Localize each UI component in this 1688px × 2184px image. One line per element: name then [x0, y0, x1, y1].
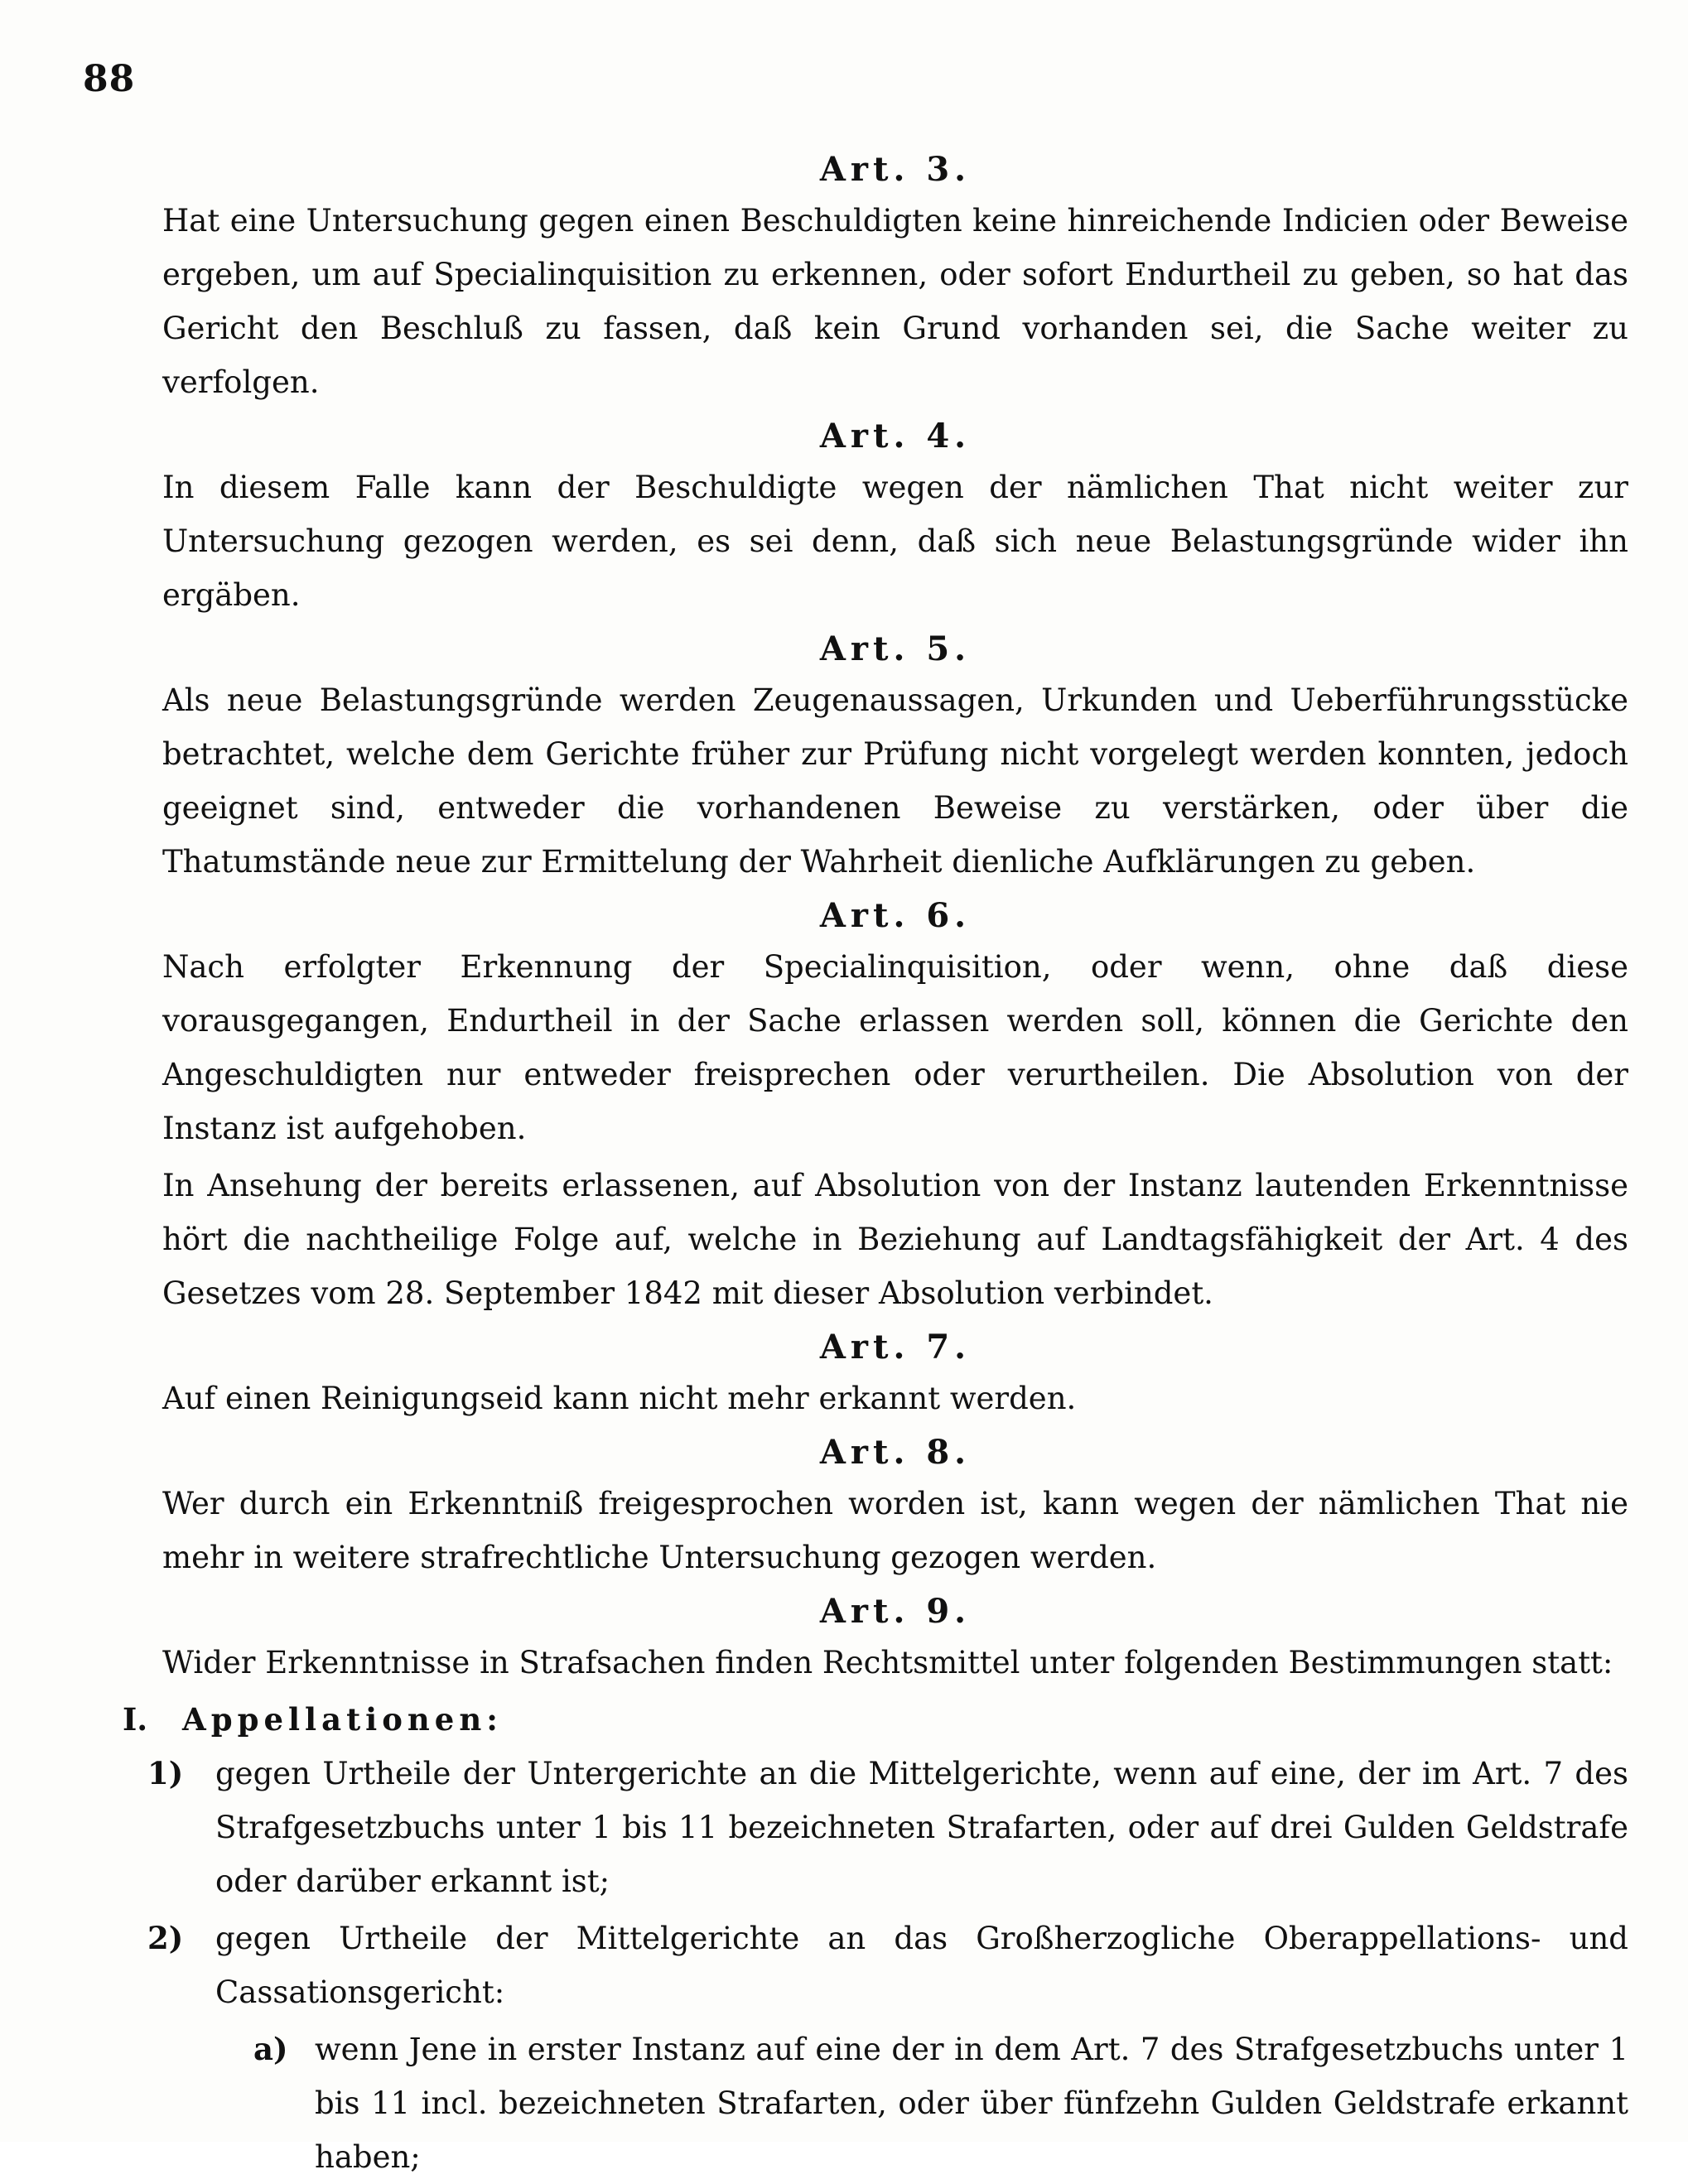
- article-paragraph: Als neue Belastungsgründe werden Zeugenaussagen, Urkunden und Ueberführungsstücke betrachtet, welche dem Gerichte früher zur Prüfung nicht vorgelegt werden konnten, jedoch geeignet sind, entweder die vorhandenen Beweise zu verstärken, oder über die Thatumstände neue zur Ermittelung der Wahrheit dienliche Aufklärungen zu geben.: [162, 682, 1628, 880]
- article-paragraph: Hat eine Untersuchung gegen einen Beschuldigten keine hinreichende Indicien oder Beweise ergeben, um auf Specialinquisition zu erkennen, oder sofort Endurtheil zu geben, so hat das Gericht den Beschluß zu fassen, daß kein Grund vorhanden sei, die Sache weiter zu verfolgen.: [162, 203, 1628, 400]
- article-heading: Art. 9.: [819, 1592, 972, 1631]
- page-number: 88: [83, 58, 136, 100]
- list-subitem-text: wenn Jene in erster Instanz auf eine der in dem Art. 7 des Strafgesetzbuchs unter 1 bis 11 incl. bezeichneten Strafarten, oder über fünfzehn Gulden Geldstrafe erkannt haben;: [315, 2032, 1628, 2175]
- list-marker: I.: [123, 1701, 148, 1738]
- list-item-text: gegen Urtheile der Untergerichte an die Mittelgerichte, wenn auf eine, der im Art. 7 des Strafgesetzbuchs unter 1 bis 11 bezeichneten Strafarten, oder auf drei Gulden Geldstrafe oder darüber erkannt ist;: [215, 1756, 1628, 1899]
- list-marker: 2): [147, 1920, 184, 1956]
- article-heading: Art. 6.: [819, 896, 972, 935]
- article-heading: Art. 3.: [819, 150, 972, 189]
- article-paragraph: In diesem Falle kann der Beschuldigte wegen der nämlichen That nicht weiter zur Untersuchung gezogen werden, es sei denn, daß sich neue Belastungsgründe wider ihn ergäben.: [162, 470, 1628, 613]
- article-heading: Art. 8.: [819, 1433, 972, 1472]
- article-paragraph: Auf einen Reinigungseid kann nicht mehr erkannt werden.: [162, 1381, 1077, 1416]
- list-heading-roman: [123, 1693, 1628, 1747]
- list-item: [147, 1912, 1628, 2019]
- list-item-text: gegen Urtheile der Mittelgerichte an das Großherzogliche Oberappellations- und Cassationsgericht:: [215, 1921, 1628, 2010]
- list-item: [147, 1747, 1628, 1908]
- list-marker: 1): [147, 1755, 184, 1791]
- article-paragraph: Wer durch ein Erkenntniß freigesprochen worden ist, kann wegen der nämlichen That nie mehr in weitere strafrechtliche Untersuchung gezogen werden.: [162, 1486, 1628, 1575]
- article-heading: Art. 7.: [819, 1328, 972, 1367]
- appellation-list: [123, 1693, 1628, 2184]
- article-paragraph: Nach erfolgter Erkennung der Specialinquisition, oder wenn, ohne daß diese vorausgegangen, Endurtheil in der Sache erlassen werden soll, können die Gerichte den Angeschuldigten nur entweder freisprechen oder verurtheilen. Die Absolution von der Instanz ist aufgehoben.: [162, 949, 1628, 1146]
- list-subitem: [253, 2022, 1628, 2184]
- article-heading: Art. 4.: [819, 417, 972, 456]
- article-paragraph: Wider Erkenntnisse in Strafsachen finden Rechtsmittel unter folgenden Bestimmungen statt:: [162, 1645, 1613, 1680]
- document-body: [123, 146, 1628, 2184]
- list-title: Appellationen:: [182, 1701, 503, 1738]
- list-marker: a): [253, 2031, 288, 2067]
- article-paragraph: In Ansehung der bereits erlassenen, auf Absolution von der Instanz lautenden Erkenntnisse hört die nachtheilige Folge auf, welche in Beziehung auf Landtagsfähigkeit der Art. 4 des Gesetzes vom 28. September 1842 mit dieser Absolution verbindet.: [162, 1168, 1628, 1311]
- article-heading: Art. 5.: [819, 629, 972, 668]
